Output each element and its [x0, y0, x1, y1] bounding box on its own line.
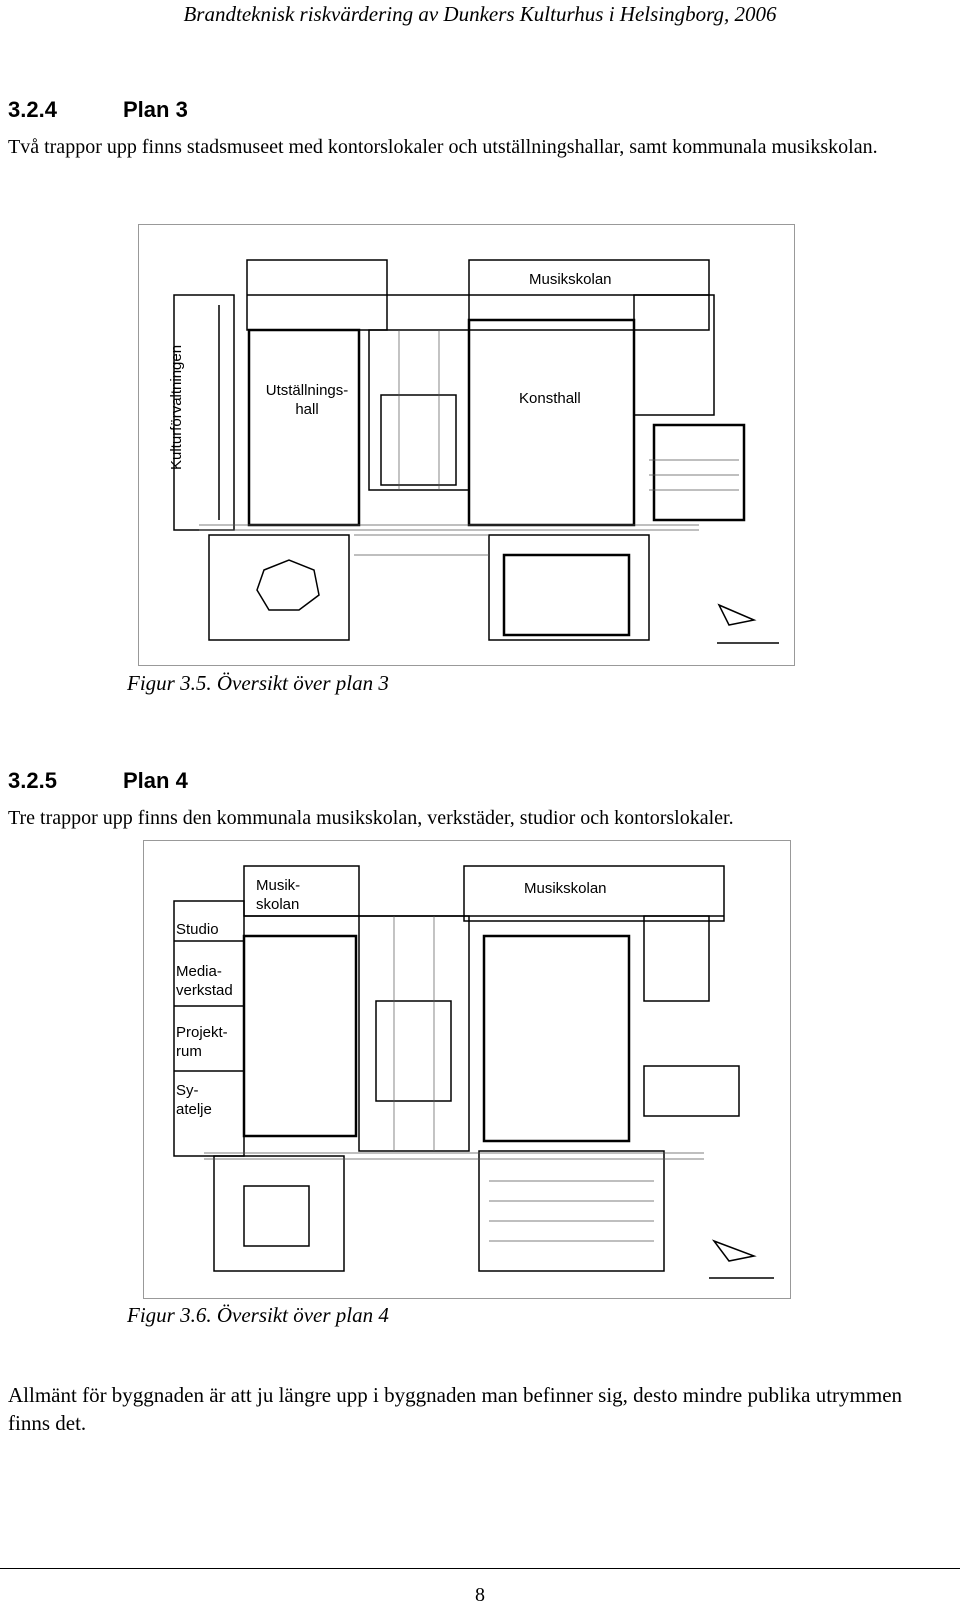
section-title: Plan 3	[123, 97, 188, 122]
section-number: 3.2.4	[8, 97, 57, 122]
section-heading-plan-4	[8, 768, 188, 794]
figure-caption-3-5: Figur 3.5. Översikt över plan 3	[127, 671, 389, 695]
floor-plan-3	[138, 224, 795, 666]
label-projektrum	[176, 1023, 228, 1061]
label-musikskolan: Musikskolan	[524, 880, 607, 897]
label-utstallningshall	[259, 381, 355, 419]
floor-plan-4-drawing	[144, 841, 790, 1298]
label-musikskolan-small	[256, 876, 300, 914]
label-studio: Studio	[176, 921, 219, 938]
section-title: Plan 4	[123, 768, 188, 793]
label-mediaverkstad-line1: Media-	[176, 963, 222, 980]
figure-caption-3-6: Figur 3.6. Översikt över plan 4	[127, 1303, 389, 1327]
label-musikskolan: Musikskolan	[529, 271, 612, 288]
section-heading-plan-3	[8, 97, 188, 123]
section-text-plan-4: Tre trappor upp finns den kommunala musikskolan, verkstäder, studior och kontorslokaler.	[8, 807, 734, 829]
section-number: 3.2.5	[8, 768, 57, 793]
floor-plan-4	[143, 840, 791, 1299]
floor-plan-3-drawing	[139, 225, 794, 665]
label-utstallningshall-line2: hall	[295, 401, 319, 418]
label-projektrum-line1: Projekt-	[176, 1024, 228, 1041]
page-number: 8	[475, 1584, 485, 1606]
label-musikskolan-small-line2: skolan	[256, 896, 300, 913]
label-syatelje-line2: atelje	[176, 1101, 212, 1118]
section-text-plan-3: Två trappor upp finns stadsmuseet med kontorslokaler och utställningshallar, samt kommunala musikskolan.	[8, 136, 878, 158]
label-utstallningshall-line1: Utställnings-	[265, 382, 349, 399]
footer-divider	[0, 1568, 960, 1569]
label-kulturforvaltningen: Kulturförvaltningen	[168, 344, 185, 470]
running-header: Brandteknisk riskvärdering av Dunkers Kulturhus i Helsingborg, 2006	[183, 2, 777, 26]
label-syatelje-line1: Sy-	[176, 1082, 199, 1099]
label-musikskolan-small-line1: Musik-	[256, 877, 301, 894]
label-syatelje	[176, 1081, 212, 1119]
closing-paragraph: Allmänt för byggnaden är att ju längre upp i byggnaden man befinner sig, desto mindre publika utrymmen finns det.	[8, 1383, 903, 1435]
label-projektrum-line2: rum	[176, 1043, 202, 1060]
label-mediaverkstad	[176, 962, 233, 1000]
label-konsthall: Konsthall	[519, 390, 581, 407]
label-mediaverkstad-line2: verkstad	[176, 982, 233, 999]
